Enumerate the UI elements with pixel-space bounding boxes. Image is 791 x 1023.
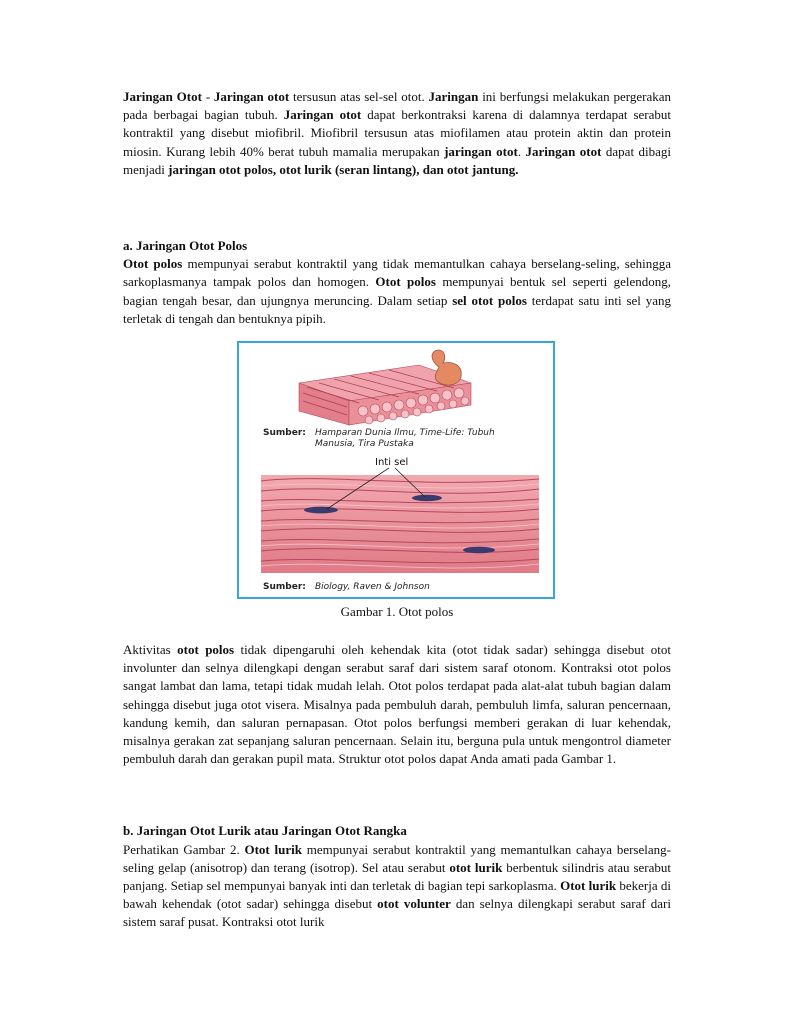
- muscle-bundle-illustration: [299, 350, 471, 425]
- document-page: [123, 88, 671, 932]
- source-1-label: Sumber:: [263, 428, 306, 439]
- section-b-heading: b. Jaringan Otot Lurik atau Jaringan Otot Rangka: [123, 823, 407, 839]
- nucleus-3: [463, 547, 495, 554]
- source-1-line-2: Manusia, Tira Pustaka: [315, 439, 414, 450]
- source-2-text: Biology, Raven & Johnson: [315, 582, 430, 593]
- intro-paragraph: Jaringan Otot - Jaringan otot tersusun atas sel-sel otot. Jaringan ini berfungsi melakukan pergerakan pada berbagai bagian tubuh. Jaringan otot dapat berkontraksi karena di dalamnya terdapat serabut kontraktil yang disebut miofibril. Miofibril tersusun atas miofilamen atau protein aktin dan protein miosin. Kurang lebih 40% berat tubuh mamalia merupakan jaringan otot. Jaringan otot dapat dibagi menjadi jaringan otot polos, otot lurik (seran lintang), dan otot jantung.: [123, 89, 672, 177]
- nucleus-2: [412, 495, 442, 501]
- figure-frame: [237, 341, 555, 599]
- section-b-paragraph: Perhatikan Gambar 2. Otot lurik mempunyai serabut kontraktil yang memantulkan cahaya berselang-seling gelap (anisotrop) dan terang (isotrop). Sel atau serabut otot lurik berbentuk silindris atau serabut panjang. Setiap sel mempunyai banyak inti dan terletak di bagian tepi sarkoplasma. Otot lurik bekerja di bawah kehendak (otot sadar) sehingga disebut otot volunter dan selnya dilengkapi serabut saraf dari sistem saraf pusat. Kontraksi otot lurik: [123, 841, 671, 930]
- section-otot-lurik: [123, 822, 671, 931]
- source-2-label: Sumber:: [263, 582, 306, 593]
- term-jaringan-otot: Jaringan Otot: [123, 89, 202, 104]
- nucleus-label: Inti sel: [375, 457, 409, 469]
- section-otot-polos: [123, 237, 671, 328]
- figure-1: [123, 341, 671, 641]
- smooth-muscle-illustration: [239, 343, 553, 597]
- smooth-muscle-cells-illustration: [261, 468, 539, 573]
- nucleus-1: [304, 507, 338, 514]
- section-a-heading: a. Jaringan Otot Polos: [123, 238, 248, 254]
- section-a-paragraph: Otot polos mempunyai serabut kontraktil yang tidak memantulkan cahaya berselang-seling, sehingga sarkoplasmanya tampak polos dan homogen. Otot polos mempunyai bentuk sel seperti gelendong, bagian tengah besar, dan ujungnya meruncing. Dalam setiap sel otot polos terdapat satu inti sel yang terletak di tengah dan bentuknya pipih.: [123, 256, 672, 326]
- stomach-icon: [432, 350, 461, 385]
- figure-caption: Gambar 1. Otot polos: [340, 604, 454, 620]
- section-a-paragraph-2: Aktivitas otot polos tidak dipengaruhi oleh kehendak kita (otot tidak sadar) sehingga disebut otot involunter dan selnya dilengkapi dengan serabut saraf dari sistem saraf otonom. Kontraksi otot polos sangat lambat dan lama, tetapi tidak mudah lelah. Otot polos terdapat pada alat-alat tubuh bagian dalam sehingga disebut juga otot visera. Misalnya pada pembuluh darah, pembuluh limfa, saluran pencernaan, kandung kemih, dan saluran pernapasan. Otot polos berfungsi memberi gerakan di luar kehendak, misalnya gerakan zat sepanjang saluran pencernaan. Selain itu, berguna pula untuk mengontrol diameter pembuluh darah dan gerakan pupil mata. Struktur otot polos dapat Anda amati pada Gambar 1.: [123, 642, 671, 767]
- source-1-line-1: Hamparan Dunia Ilmu, Time-Life: Tubuh: [315, 428, 495, 439]
